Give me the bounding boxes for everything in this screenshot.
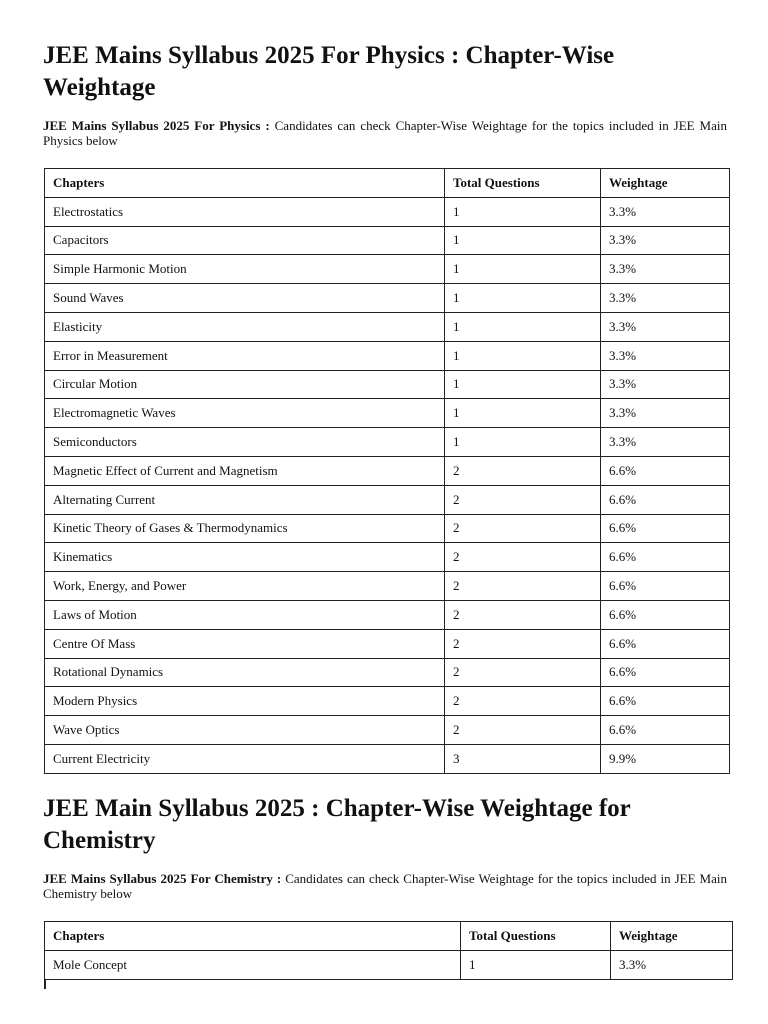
- cell-total-questions: 1: [445, 370, 601, 399]
- table-row: [45, 744, 730, 773]
- header-weightage: Weightage: [611, 922, 733, 951]
- table-row: [45, 543, 730, 572]
- cell-chapter: Sound Waves: [45, 284, 445, 313]
- table-header-row: [45, 922, 733, 951]
- cell-chapter: Modern Physics: [45, 687, 445, 716]
- cell-total-questions: 2: [445, 658, 601, 687]
- cell-chapter: Semiconductors: [45, 428, 445, 457]
- cell-chapter: Electromagnetic Waves: [45, 399, 445, 428]
- cell-weightage: 3.3%: [601, 255, 730, 284]
- physics-weightage-table: [44, 168, 730, 774]
- cell-total-questions: 2: [445, 629, 601, 658]
- cell-weightage: 6.6%: [601, 456, 730, 485]
- cell-weightage: 3.3%: [601, 399, 730, 428]
- chemistry-weightage-table: [44, 921, 733, 980]
- table-row: [45, 226, 730, 255]
- cell-weightage: 3.3%: [601, 197, 730, 226]
- cell-total-questions: 2: [445, 687, 601, 716]
- cell-total-questions: 1: [445, 226, 601, 255]
- cell-total-questions: 1: [445, 312, 601, 341]
- table-row: [45, 629, 730, 658]
- table-row: [45, 600, 730, 629]
- chemistry-intro-label: JEE Mains Syllabus 2025 For Chemistry :: [43, 871, 282, 886]
- cell-weightage: 6.6%: [601, 543, 730, 572]
- cell-weightage: 3.3%: [601, 226, 730, 255]
- header-weightage: Weightage: [601, 169, 730, 198]
- cell-weightage: 6.6%: [601, 658, 730, 687]
- cell-chapter: Kinetic Theory of Gases & Thermodynamics: [45, 514, 445, 543]
- cell-chapter: Simple Harmonic Motion: [45, 255, 445, 284]
- cell-weightage: 6.6%: [601, 600, 730, 629]
- chemistry-intro-text: Candidates can check Chapter-Wise Weightage for the topics included in JEE Main Chemistry below: [43, 871, 727, 901]
- table-row: [45, 658, 730, 687]
- table-continuation-border: [44, 979, 46, 989]
- table-row: [45, 687, 730, 716]
- cell-weightage: 6.6%: [601, 716, 730, 745]
- cell-weightage: 3.3%: [601, 284, 730, 313]
- cell-total-questions: 2: [445, 716, 601, 745]
- cell-chapter: Current Electricity: [45, 744, 445, 773]
- cell-weightage: 3.3%: [601, 370, 730, 399]
- cell-weightage: 6.6%: [601, 629, 730, 658]
- cell-chapter: Electrostatics: [45, 197, 445, 226]
- cell-weightage: 3.3%: [601, 428, 730, 457]
- cell-chapter: Kinematics: [45, 543, 445, 572]
- cell-total-questions: 2: [445, 600, 601, 629]
- cell-total-questions: 1: [445, 428, 601, 457]
- cell-chapter: Laws of Motion: [45, 600, 445, 629]
- table-row: [45, 428, 730, 457]
- cell-total-questions: 1: [445, 341, 601, 370]
- cell-chapter: Error in Measurement: [45, 341, 445, 370]
- physics-intro-text: Candidates can check Chapter-Wise Weightage for the topics included in JEE Main Physics below: [43, 118, 727, 148]
- cell-total-questions: 1: [445, 197, 601, 226]
- table-row: [45, 716, 730, 745]
- physics-intro: [43, 118, 727, 148]
- table-row: [45, 950, 733, 979]
- cell-total-questions: 3: [445, 744, 601, 773]
- cell-total-questions: 2: [445, 572, 601, 601]
- table-row: [45, 514, 730, 543]
- cell-weightage: 9.9%: [601, 744, 730, 773]
- physics-section-title: JEE Mains Syllabus 2025 For Physics : Chapter-Wise Weightage: [43, 42, 615, 101]
- cell-total-questions: 1: [445, 284, 601, 313]
- table-row: [45, 341, 730, 370]
- cell-weightage: 6.6%: [601, 514, 730, 543]
- cell-weightage: 3.3%: [601, 312, 730, 341]
- cell-chapter: Rotational Dynamics: [45, 658, 445, 687]
- cell-chapter: Alternating Current: [45, 485, 445, 514]
- chemistry-table-body: [45, 950, 733, 979]
- cell-weightage: 6.6%: [601, 687, 730, 716]
- table-row: [45, 370, 730, 399]
- table-row: [45, 312, 730, 341]
- cell-chapter: Elasticity: [45, 312, 445, 341]
- cell-total-questions: 2: [445, 514, 601, 543]
- table-row: [45, 485, 730, 514]
- cell-total-questions: 2: [445, 543, 601, 572]
- table-row: [45, 456, 730, 485]
- table-row: [45, 255, 730, 284]
- cell-weightage: 3.3%: [611, 950, 733, 979]
- header-chapters: Chapters: [45, 169, 445, 198]
- cell-chapter: Magnetic Effect of Current and Magnetism: [45, 456, 445, 485]
- cell-total-questions: 1: [445, 255, 601, 284]
- table-row: [45, 284, 730, 313]
- cell-chapter: Work, Energy, and Power: [45, 572, 445, 601]
- table-row: [45, 399, 730, 428]
- cell-total-questions: 2: [445, 456, 601, 485]
- cell-total-questions: 2: [445, 485, 601, 514]
- chemistry-intro: [43, 871, 727, 901]
- physics-table-body: [45, 197, 730, 773]
- cell-weightage: 3.3%: [601, 341, 730, 370]
- header-total-questions: Total Questions: [445, 169, 601, 198]
- table-row: [45, 197, 730, 226]
- physics-intro-label: JEE Mains Syllabus 2025 For Physics :: [43, 118, 270, 133]
- chemistry-section-title: JEE Main Syllabus 2025 : Chapter-Wise Weightage for Chemistry: [43, 795, 631, 854]
- cell-weightage: 6.6%: [601, 485, 730, 514]
- cell-chapter: Capacitors: [45, 226, 445, 255]
- cell-chapter: Mole Concept: [45, 950, 461, 979]
- cell-weightage: 6.6%: [601, 572, 730, 601]
- header-chapters: Chapters: [45, 922, 461, 951]
- cell-chapter: Centre Of Mass: [45, 629, 445, 658]
- table-row: [45, 572, 730, 601]
- table-header-row: [45, 169, 730, 198]
- cell-chapter: Circular Motion: [45, 370, 445, 399]
- cell-chapter: Wave Optics: [45, 716, 445, 745]
- cell-total-questions: 1: [461, 950, 611, 979]
- cell-total-questions: 1: [445, 399, 601, 428]
- header-total-questions: Total Questions: [461, 922, 611, 951]
